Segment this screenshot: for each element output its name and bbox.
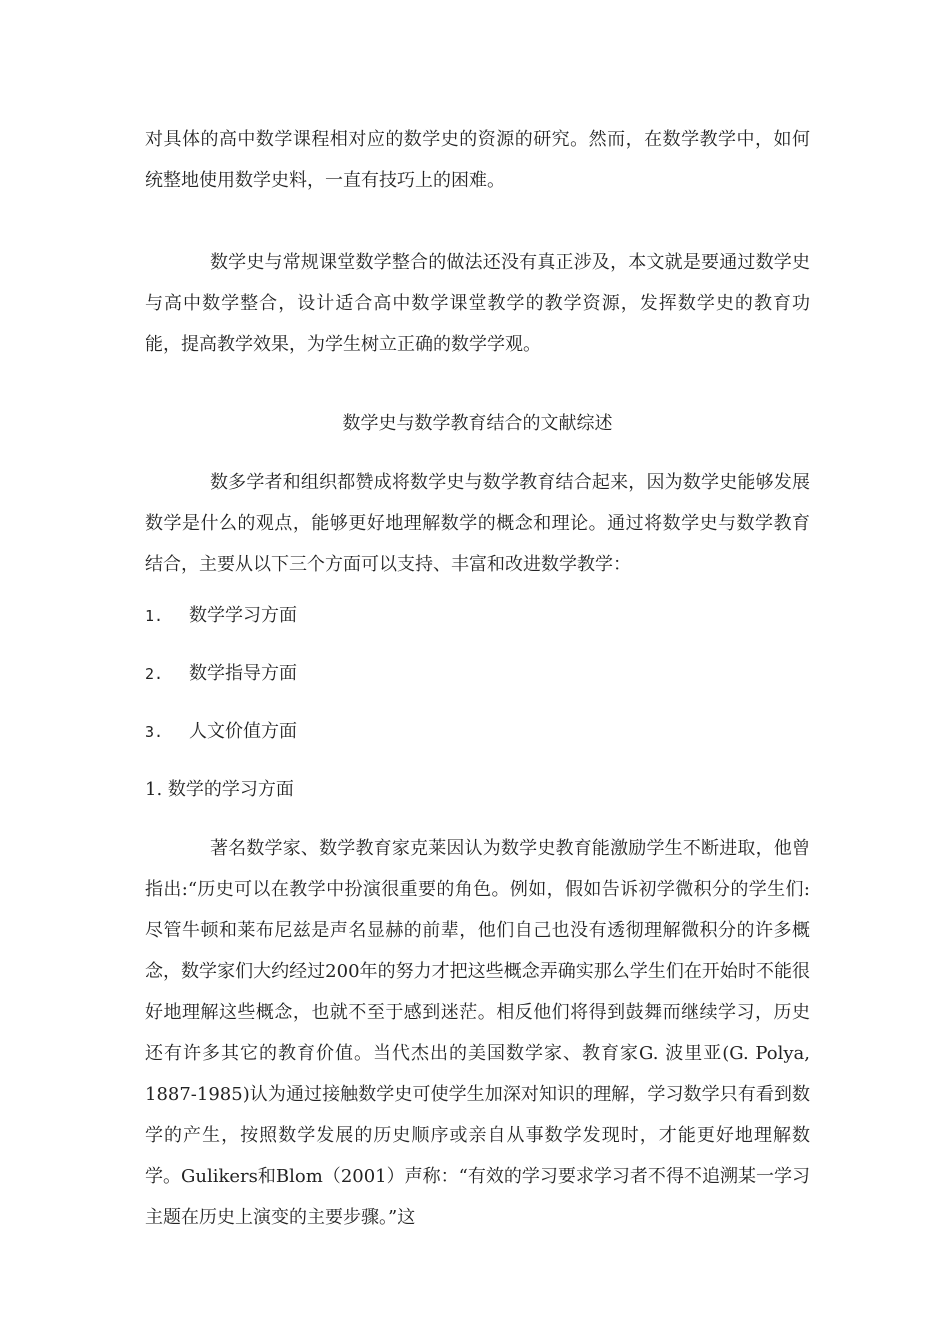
list-item-1: [145, 595, 810, 637]
section-title: 数学史与数学教育结合的文献综述: [342, 413, 613, 434]
subheading-learning: 1. 数学的学习方面: [145, 779, 294, 800]
paragraph-literature: 数多学者和组织都赞成将数学史与数学教育结合起来，因为数学史能够发展数学是什么的观点，能够更好地理解数学的概念和理论。通过将数学史与数学教育结合，主要从以下三个方面可以支持、丰富和改进数学教学：: [145, 472, 810, 575]
list-text: 数学指导方面: [189, 663, 297, 684]
paragraph-purpose: 数学史与常规课堂数学整合的做法还没有真正涉及，本文就是要通过数学史与高中数学整合，设计适合高中数学课堂教学的教学资源，发挥数学史的教育功能，提高教学效果，为学生树立正确的数学学观。: [145, 252, 810, 355]
paragraph-intro: 对具体的高中数学课程相对应的数学史的资源的研究。然而，在数学教学中，如何统整地使用数学史料，一直有技巧上的困难。: [145, 129, 810, 191]
list-number: 2.: [145, 665, 164, 683]
list-text: 人文价值方面: [189, 721, 297, 742]
list-item-2: [145, 653, 810, 695]
list-number: 3.: [145, 723, 164, 741]
list-number: 1.: [145, 607, 164, 625]
list-text: 数学学习方面: [189, 605, 297, 626]
list-item-3: [145, 711, 810, 753]
paragraph-klein: 著名数学家、数学教育家克莱因认为数学史教育能激励学生不断进取，他曾指出:“历史可以在教学中扮演很重要的角色。例如，假如告诉初学微积分的学生们:尽管牛顿和莱布尼兹是声名显赫的前辈，他们自己也没有透彻理解微积分的许多概念，数学家们大约经过200年的努力才把这些概念弄确实那么学生们在开始时不能很好地理解这些概念，也就不至于感到迷茫。相反他们将得到鼓舞而继续学习，历史还有许多其它的教育价值。当代杰出的美国数学家、教育家G. 波里亚(G. Polya, 1887-1985)认为通过接触数学史可使学生加深对知识的理解，学习数学只有看到数学的产生，按照数学发展的历史顺序或亲自从事数学发现时，才能更好地理解数学。Gulikers和Blom（2001）声称：“有效的学习要求学习者不得不追溯某一学习主题在历史上演变的主要步骤。”这: [145, 838, 810, 1228]
